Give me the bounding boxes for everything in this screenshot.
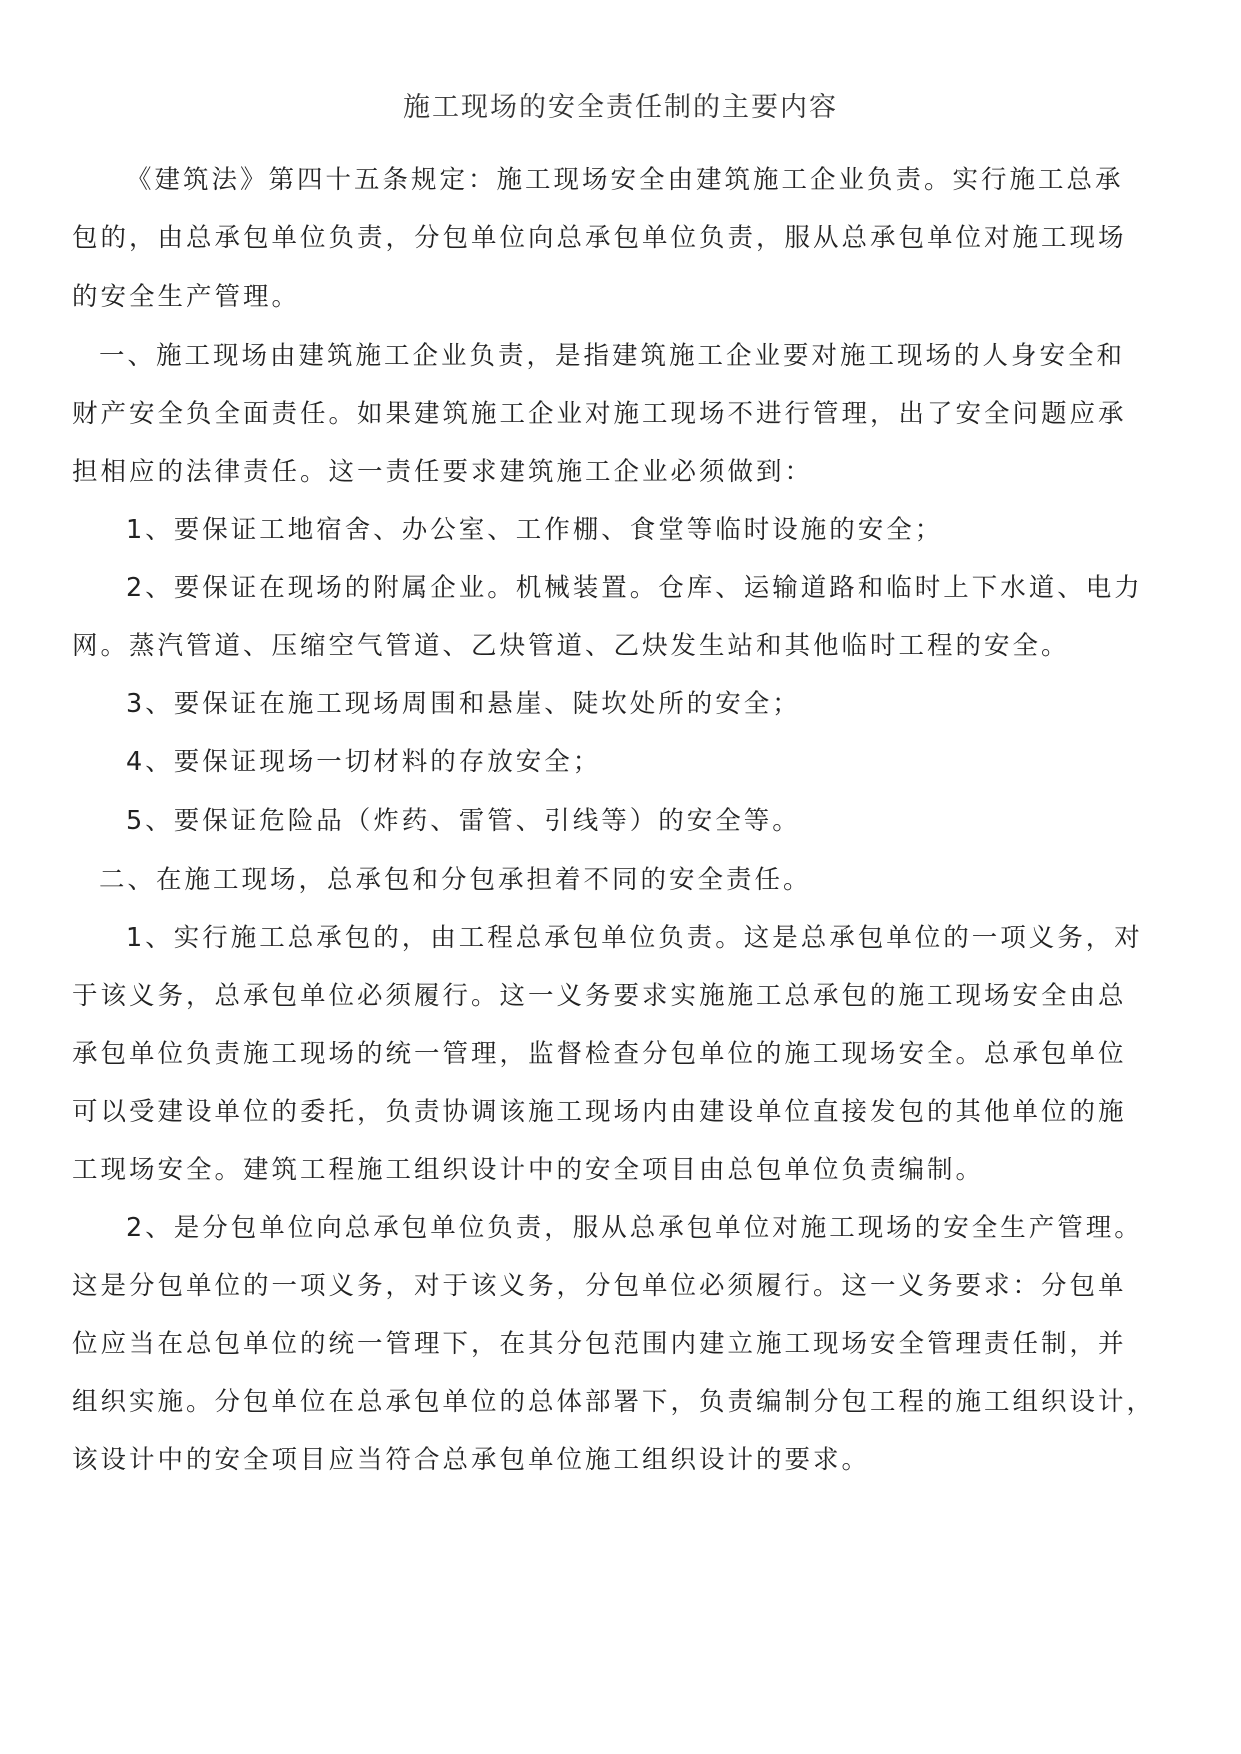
text-line: 二、在施工现场，总承包和分包承担着不同的安全责任。 — [99, 865, 812, 895]
page-title: 施工现场的安全责任制的主要内容 — [403, 92, 838, 123]
text-line: 《建筑法》第四十五条规定：施工现场安全由建筑施工企业负责。实行施工总承 — [126, 165, 1124, 195]
text-line: 1、要保证工地宿舍、办公室、工作棚、食堂等临时设施的安全； — [126, 515, 944, 545]
text-line: 位应当在总包单位的统一管理下，在其分包范围内建立施工现场安全管理责任制，并 — [72, 1329, 1127, 1359]
text-line: 于该义务，总承包单位必须履行。这一义务要求实施施工总承包的施工现场安全由总 — [72, 981, 1127, 1011]
text-line: 网。蒸汽管道、压缩空气管道、乙炔管道、乙炔发生站和其他临时工程的安全。 — [72, 631, 1070, 661]
text-line: 这是分包单位的一项义务，对于该义务，分包单位必须履行。这一义务要求：分包单 — [72, 1271, 1127, 1301]
text-line: 的安全生产管理。 — [72, 282, 301, 312]
text-line: 1、实行施工总承包的，由工程总承包单位负责。这是总承包单位的一项义务，对 — [126, 923, 1143, 953]
text-line: 担相应的法律责任。这一责任要求建筑施工企业必须做到： — [72, 457, 814, 487]
text-line: 4、要保证现场一切材料的存放安全； — [126, 747, 602, 777]
text-line: 承包单位负责施工现场的统一管理，监督检查分包单位的施工现场安全。总承包单位 — [72, 1039, 1127, 1069]
text-line: 该设计中的安全项目应当符合总承包单位施工组织设计的要求。 — [72, 1445, 871, 1475]
text-line: 2、是分包单位向总承包单位负责，服从总承包单位对施工现场的安全生产管理。 — [126, 1213, 1143, 1243]
text-line: 5、要保证危险品（炸药、雷管、引线等）的安全等。 — [126, 806, 801, 836]
text-line: 3、要保证在施工现场周围和悬崖、陡坎处所的安全； — [126, 689, 801, 719]
text-line: 一、施工现场由建筑施工企业负责，是指建筑施工企业要对施工现场的人身安全和 — [99, 341, 1126, 371]
text-line: 可以受建设单位的委托，负责协调该施工现场内由建设单位直接发包的其他单位的施 — [72, 1097, 1127, 1127]
text-line: 组织实施。分包单位在总承包单位的总体部署下，负责编制分包工程的施工组织设计， — [72, 1387, 1156, 1417]
text-line: 2、要保证在现场的附属企业。机械装置。仓库、运输道路和临时上下水道、电力 — [126, 573, 1143, 603]
text-line: 包的，由总承包单位负责，分包单位向总承包单位负责，服从总承包单位对施工现场 — [72, 223, 1127, 253]
text-line: 财产安全负全面责任。如果建筑施工企业对施工现场不进行管理，出了安全问题应承 — [72, 399, 1127, 429]
text-line: 工现场安全。建筑工程施工组织设计中的安全项目由总包单位负责编制。 — [72, 1155, 985, 1185]
